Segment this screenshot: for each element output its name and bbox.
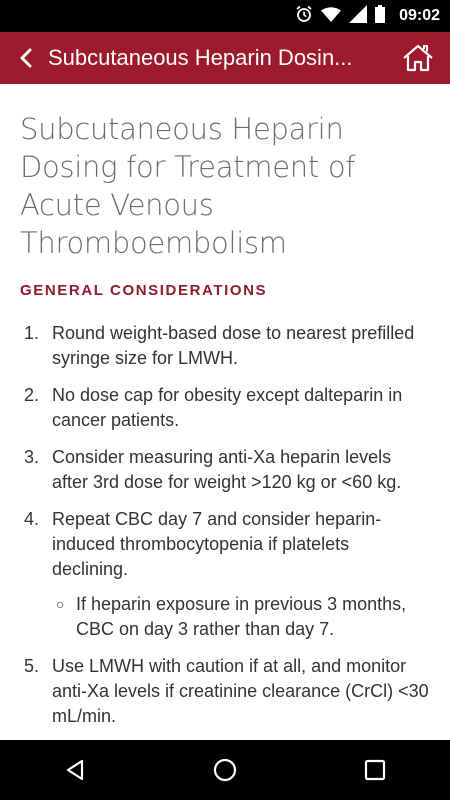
content-area[interactable] bbox=[0, 84, 450, 740]
sub-list-item-text: If heparin exposure in previous 3 months, CBC on day 3 rather than day 7. bbox=[76, 594, 407, 639]
section-heading: GENERAL CONSIDERATIONS bbox=[20, 282, 268, 299]
home-button[interactable] bbox=[394, 32, 442, 84]
app-bar-title: Subcutaneous Heparin Dosin... bbox=[48, 45, 353, 70]
list-item bbox=[0, 654, 450, 729]
list-item-number: 1. bbox=[24, 323, 40, 343]
list-item-number: 3. bbox=[24, 447, 40, 467]
page-title: Subcutaneous Heparin Dosing for Treatment of Acute Venous Thromboembolism bbox=[20, 112, 356, 260]
nav-back-button[interactable] bbox=[45, 740, 105, 800]
list-item-text: No dose cap for obesity except dalteparin in cancer patients. bbox=[52, 385, 403, 430]
navigation-bar bbox=[0, 740, 450, 800]
home-circle-icon bbox=[212, 757, 238, 783]
status-icons bbox=[295, 0, 440, 32]
list-item-text: Repeat CBC day 7 and consider heparin-induced thrombocytopenia if platelets declining. bbox=[52, 509, 382, 579]
list-item-text: Use LMWH with caution if at all, and monitor anti-Xa levels if creatinine clearance (CrCl) <30 mL/min. bbox=[52, 656, 429, 726]
list-item-number: 5. bbox=[24, 656, 40, 676]
circle-bullet-icon: ○ bbox=[56, 596, 65, 612]
alarm-icon bbox=[295, 5, 313, 28]
list-item-text: Round weight-based dose to nearest prefilled syringe size for LMWH. bbox=[52, 323, 415, 368]
app-bar bbox=[0, 32, 450, 84]
chevron-left-icon bbox=[19, 47, 33, 69]
nav-recents-button[interactable] bbox=[345, 740, 405, 800]
list-item-number: 2. bbox=[24, 385, 40, 405]
list-item-text: Consider measuring anti-Xa heparin levels after 3rd dose for weight >120 kg or <60 kg. bbox=[52, 447, 402, 492]
recents-square-icon bbox=[364, 759, 386, 781]
sub-list-item bbox=[52, 592, 430, 642]
list-item bbox=[0, 383, 450, 433]
list-item-number: 4. bbox=[24, 509, 40, 529]
status-bar bbox=[0, 0, 450, 32]
status-time: 09:02 bbox=[399, 7, 440, 24]
battery-icon bbox=[375, 5, 385, 28]
back-button[interactable] bbox=[4, 32, 48, 84]
sub-list bbox=[52, 592, 430, 642]
list-item bbox=[0, 321, 450, 371]
wifi-icon bbox=[321, 6, 341, 27]
considerations-list bbox=[0, 321, 450, 729]
list-item bbox=[0, 507, 450, 642]
home-icon bbox=[401, 43, 435, 73]
back-triangle-icon bbox=[63, 758, 87, 782]
nav-home-button[interactable] bbox=[195, 740, 255, 800]
cellular-signal-icon bbox=[349, 5, 367, 28]
list-item bbox=[0, 445, 450, 495]
